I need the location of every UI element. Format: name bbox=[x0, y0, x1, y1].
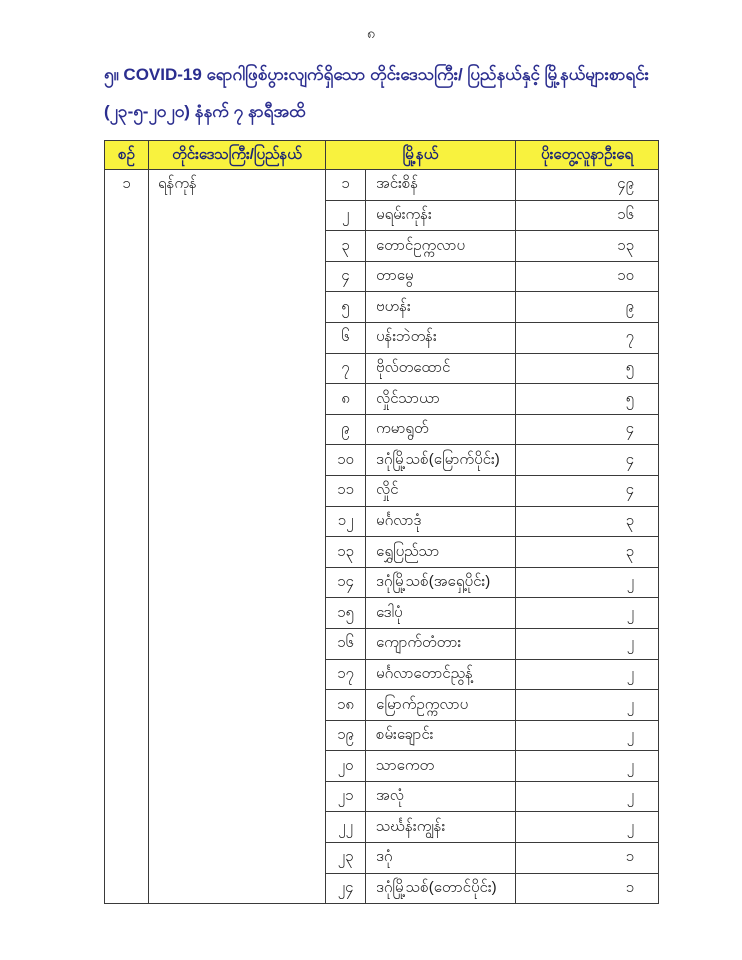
township-number-cell: ၉ bbox=[326, 414, 366, 445]
township-number-cell: ၁၇ bbox=[326, 659, 366, 690]
township-number-cell: ၂၀ bbox=[326, 751, 366, 782]
heading-line-2: (၂၃-၅-၂၀၂၀) နံနက် ၇ နာရီအထိ bbox=[104, 102, 306, 121]
case-count-cell: ၂ bbox=[516, 812, 659, 843]
township-name-cell: မင်္ဂလာဒုံ bbox=[366, 506, 516, 537]
heading-line-1: ၅။ COVID-19 ရောဂါဖြစ်ပွားလျက်ရှိသော တိုင်းဒေသကြီး/ ပြည်နယ်နှင့် မြို့နယ်များစာရင်း bbox=[104, 65, 649, 84]
case-count-cell: ၃ bbox=[516, 506, 659, 537]
case-count-cell: ၂ bbox=[516, 598, 659, 629]
case-count-cell: ၂ bbox=[516, 628, 659, 659]
case-count-cell: ၁၀ bbox=[516, 261, 659, 292]
case-count-cell: ၄ bbox=[516, 414, 659, 445]
case-count-cell: ၁ bbox=[516, 873, 659, 904]
case-count-cell: ၂ bbox=[516, 690, 659, 721]
case-count-cell: ၃ bbox=[516, 537, 659, 568]
township-number-cell: ၁၂ bbox=[326, 506, 366, 537]
township-number-cell: ၃ bbox=[326, 231, 366, 262]
township-name-cell: စမ်းချောင်း bbox=[366, 720, 516, 751]
township-number-cell: ၁၁ bbox=[326, 475, 366, 506]
header-cases-cell: ပိုးတွေ့လူနာဦးရေ bbox=[516, 141, 659, 170]
case-count-cell: ၄ bbox=[516, 475, 659, 506]
case-count-cell: ၂ bbox=[516, 659, 659, 690]
case-count-cell: ၂ bbox=[516, 720, 659, 751]
page-number: ၈ bbox=[367, 25, 375, 41]
township-name-cell: မရမ်းကုန်း bbox=[366, 200, 516, 231]
case-count-cell: ၂ bbox=[516, 567, 659, 598]
township-name-cell: ပန်းဘဲတန်း bbox=[366, 322, 516, 353]
township-number-cell: ၁၈ bbox=[326, 690, 366, 721]
township-number-cell: ၄ bbox=[326, 261, 366, 292]
township-number-cell: ၁၄ bbox=[326, 567, 366, 598]
township-number-cell: ၁၉ bbox=[326, 720, 366, 751]
case-count-cell: ၂ bbox=[516, 781, 659, 812]
township-name-cell: ဒဂုံမြို့သစ်(အရှေ့ပိုင်း) bbox=[366, 567, 516, 598]
case-count-cell: ၁၆ bbox=[516, 200, 659, 231]
document-heading bbox=[104, 56, 656, 130]
case-count-cell: ၁ bbox=[516, 843, 659, 874]
township-number-cell: ၂၃ bbox=[326, 843, 366, 874]
township-name-cell: သင်္ဃန်းကျွန်း bbox=[366, 812, 516, 843]
table-row bbox=[105, 170, 659, 201]
township-name-cell: မြောက်ဥက္ကလာပ bbox=[366, 690, 516, 721]
case-count-cell: ၅ bbox=[516, 384, 659, 415]
township-number-cell: ၇ bbox=[326, 353, 366, 384]
township-number-cell: ၁၃ bbox=[326, 537, 366, 568]
township-number-cell: ၁၅ bbox=[326, 598, 366, 629]
header-serial-cell: စဉ် bbox=[105, 141, 149, 170]
case-count-cell: ၄၉ bbox=[516, 170, 659, 201]
township-number-cell: ၂၂ bbox=[326, 812, 366, 843]
township-name-cell: သာကေတ bbox=[366, 751, 516, 782]
township-name-cell: အင်းစိန် bbox=[366, 170, 516, 201]
case-count-cell: ၄ bbox=[516, 445, 659, 476]
township-name-cell: ဒဂုံမြို့သစ်(တောင်ပိုင်း) bbox=[366, 873, 516, 904]
case-count-cell: ၁၃ bbox=[516, 231, 659, 262]
township-number-cell: ၁၆ bbox=[326, 628, 366, 659]
case-count-cell: ၉ bbox=[516, 292, 659, 323]
township-name-cell: ဗိုလ်တထောင် bbox=[366, 353, 516, 384]
township-number-cell: ၂ bbox=[326, 200, 366, 231]
table-header-row bbox=[105, 141, 659, 170]
township-number-cell: ၆ bbox=[326, 322, 366, 353]
township-number-cell: ၁ bbox=[326, 170, 366, 201]
case-count-cell: ၇ bbox=[516, 322, 659, 353]
township-number-cell: ၂၁ bbox=[326, 781, 366, 812]
covid-townships-table bbox=[104, 140, 659, 904]
township-name-cell: ဒဂုံမြို့သစ်(မြောက်ပိုင်း) bbox=[366, 445, 516, 476]
case-count-cell: ၅ bbox=[516, 353, 659, 384]
table-body bbox=[105, 170, 659, 904]
township-name-cell: အလုံ bbox=[366, 781, 516, 812]
region-serial-cell: ၁ bbox=[105, 170, 149, 904]
header-region-cell: တိုင်းဒေသကြီး/ပြည်နယ် bbox=[149, 141, 326, 170]
case-count-cell: ၂ bbox=[516, 751, 659, 782]
township-number-cell: ၈ bbox=[326, 384, 366, 415]
township-name-cell: လှိုင် bbox=[366, 475, 516, 506]
township-name-cell: ကျောက်တံတား bbox=[366, 628, 516, 659]
township-name-cell: ဒေါပုံ bbox=[366, 598, 516, 629]
township-name-cell: မင်္ဂလာတောင်ညွန့် bbox=[366, 659, 516, 690]
township-name-cell: ကမာရွတ် bbox=[366, 414, 516, 445]
township-name-cell: တာမွေ bbox=[366, 261, 516, 292]
township-name-cell: တောင်ဥက္ကလာပ bbox=[366, 231, 516, 262]
township-number-cell: ၁၀ bbox=[326, 445, 366, 476]
township-number-cell: ၂၄ bbox=[326, 873, 366, 904]
township-name-cell: လှိုင်သာယာ bbox=[366, 384, 516, 415]
region-name-cell: ရန်ကုန် bbox=[149, 170, 326, 904]
township-name-cell: ဗဟန်း bbox=[366, 292, 516, 323]
township-name-cell: ဒဂုံ bbox=[366, 843, 516, 874]
township-name-cell: ရွှေပြည်သာ bbox=[366, 537, 516, 568]
header-township-cell: မြို့နယ် bbox=[326, 141, 516, 170]
township-number-cell: ၅ bbox=[326, 292, 366, 323]
